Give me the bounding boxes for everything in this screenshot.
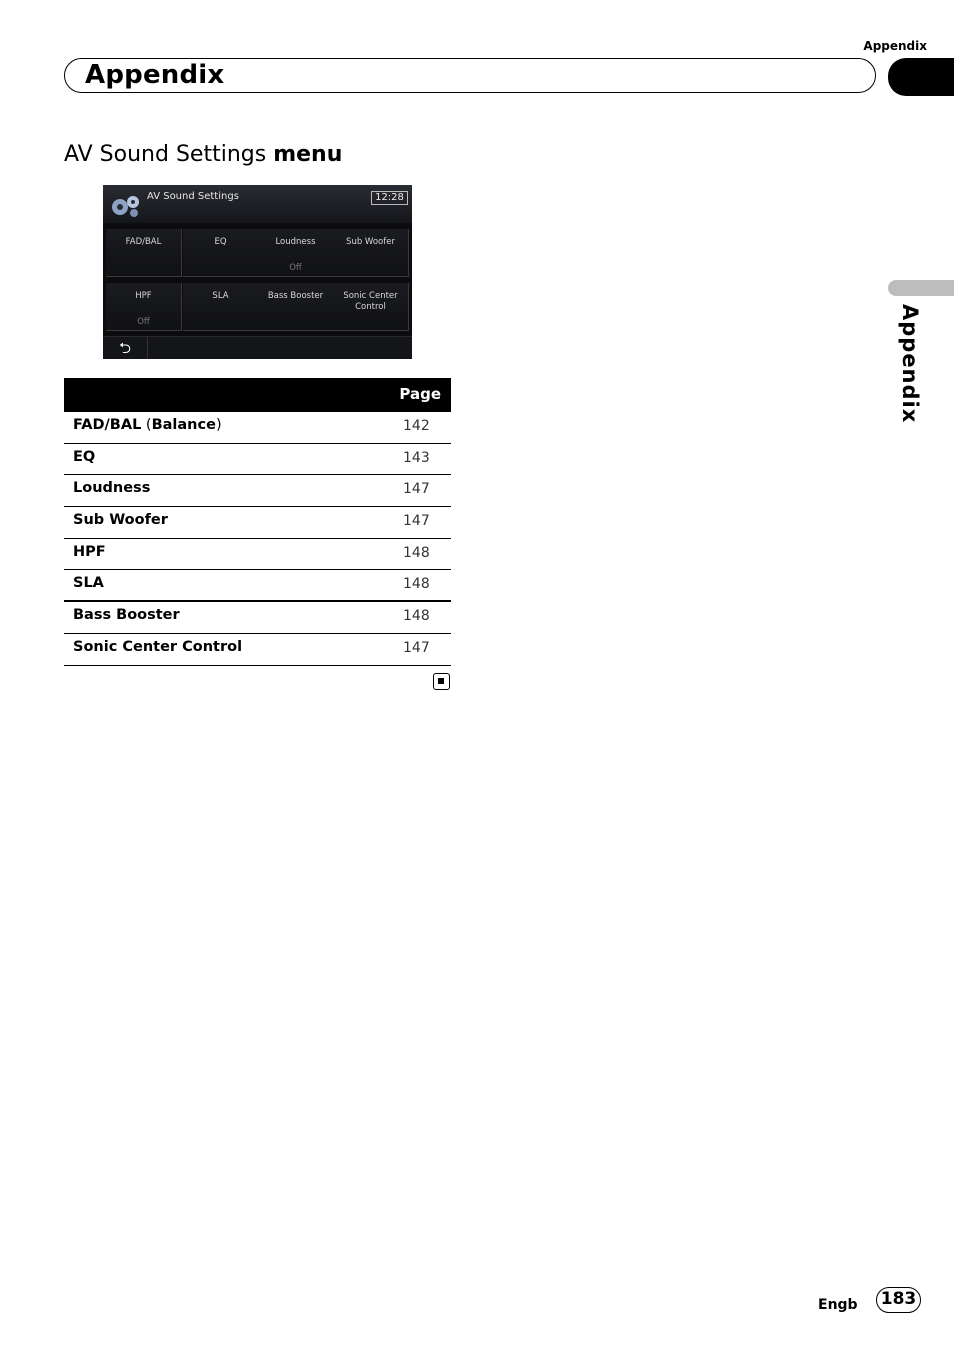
table-row — [64, 444, 451, 476]
table-row — [64, 507, 451, 539]
menu-page-table — [64, 378, 451, 666]
row-page: 143 — [403, 449, 430, 466]
button-label: Sonic Center Control — [343, 291, 398, 312]
table-row — [64, 539, 451, 571]
eq-button[interactable] — [183, 229, 259, 277]
button-label: FAD/BAL — [125, 237, 162, 247]
row-page: 142 — [403, 418, 430, 434]
table-row — [64, 412, 451, 444]
button-label: EQ — [214, 237, 227, 247]
table-row — [64, 602, 451, 634]
row-page: 147 — [403, 639, 430, 656]
language-code: Engb — [818, 1297, 858, 1313]
table-row — [64, 475, 451, 507]
button-value: Off — [137, 317, 150, 327]
chapter-tab — [888, 58, 954, 96]
sonic-center-control-button[interactable] — [333, 283, 409, 331]
clock: 12:28 — [371, 191, 408, 205]
bass-booster-button[interactable] — [258, 283, 334, 331]
screen-footer-bar — [103, 336, 412, 359]
end-of-section-icon — [433, 673, 450, 690]
av-sound-settings-screenshot — [103, 185, 412, 359]
section-title: Appendix — [85, 60, 225, 90]
table-row — [64, 570, 451, 602]
menu-heading-text: AV Sound Settings — [64, 142, 267, 167]
row-name: Sub Woofer — [73, 512, 168, 529]
row-page: 147 — [403, 513, 430, 530]
screen-title-bar — [103, 185, 412, 223]
button-value: Off — [289, 263, 302, 273]
hpf-button[interactable] — [106, 283, 182, 331]
back-arrow-icon[interactable]: ⮌ — [103, 337, 148, 359]
loudness-button[interactable] — [258, 229, 334, 277]
row-page: 148 — [403, 576, 430, 593]
button-label: SLA — [212, 291, 229, 301]
screen-title: AV Sound Settings — [147, 191, 239, 202]
button-label: Bass Booster — [267, 291, 324, 301]
table-header — [64, 378, 451, 412]
menu-heading-bold: menu — [273, 142, 343, 167]
row-page: 148 — [403, 544, 430, 561]
row-name: Sonic Center Control — [73, 638, 243, 655]
button-label: Loudness — [275, 237, 316, 247]
row-name: SLA — [73, 575, 104, 592]
row-name: EQ — [73, 448, 96, 465]
side-index-tab — [888, 280, 954, 296]
side-index-label: Appendix — [898, 304, 922, 424]
running-header: Appendix — [863, 39, 927, 53]
row-name: Loudness — [73, 480, 151, 497]
row-name: Bass Booster — [73, 607, 180, 624]
sla-button[interactable] — [183, 283, 259, 331]
button-label: Sub Woofer — [346, 237, 395, 247]
row-page: 148 — [403, 608, 430, 625]
gear-icon — [108, 190, 144, 220]
fad-bal-button[interactable] — [106, 229, 182, 277]
sub-woofer-button[interactable] — [333, 229, 409, 277]
row-name: HPF — [73, 543, 106, 560]
row-page: 147 — [403, 481, 430, 498]
menu-heading — [64, 142, 342, 167]
row-name: FAD/BAL (Balance) — [73, 417, 222, 433]
table-row — [64, 634, 451, 666]
page-number: 183 — [876, 1287, 921, 1313]
page-column-header: Page — [399, 385, 441, 403]
section-title-bar — [64, 58, 876, 93]
button-label: HPF — [135, 291, 152, 301]
